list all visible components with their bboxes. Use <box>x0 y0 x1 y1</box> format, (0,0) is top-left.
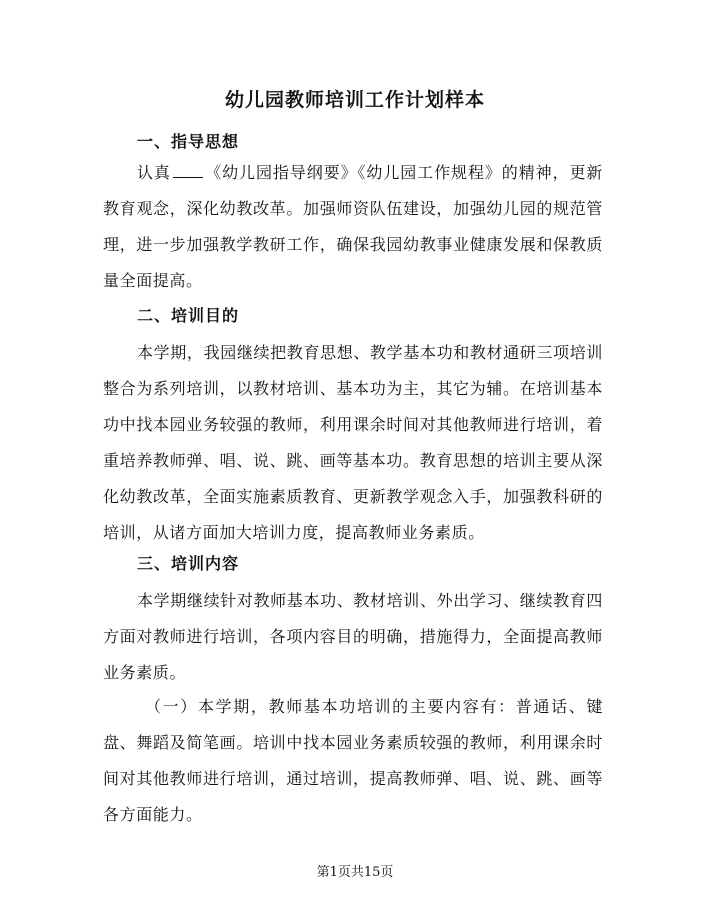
paragraph-basic-skills: （一）本学期，教师基本功培训的主要内容有：普通话、键盘、舞蹈及简笔画。培训中找本园业务素质较强的教师，利用课余时间对其他教师进行培训，通过培训，提高教师弹、唱、说、跳、画等各方面能力。 <box>103 697 603 824</box>
paragraph-guiding-ideology <box>103 155 603 299</box>
fill-in-blank <box>173 161 203 178</box>
paragraph-training-purpose: 本学期，我园继续把教育思想、教学基本功和教材通研三项培训整合为系列培训，以教材培训、基本功为主，其它为辅。在培训基本功中找本园业务较强的教师，利用课余时间对其他教师进行培训，着重培养教师弹、唱、说、跳、画等基本功。教育思想的培训主要从深化幼教改革，全面实施素质教育、更新教学观念入手，加强教科研的培训，从诸方面加大培训力度，提高教师业务素质。 <box>103 343 603 542</box>
section-heading-guiding-ideology: 一、指导思想 <box>137 132 240 151</box>
section-heading-training-content: 三、培训内容 <box>137 554 240 573</box>
section-heading-training-purpose: 二、培训目的 <box>137 306 240 325</box>
page-number-footer: 第1页共15页 <box>316 865 394 880</box>
paragraph-text-rest: 《幼儿园指导纲要》《幼儿园工作规程》的精神，更新教育观念，深化幼教改革。加强师资队伍建设，加强幼儿园的规范管理，进一步加强教学教研工作，确保我园幼教事业健康发展和保教质量全面提高。 <box>103 163 604 290</box>
paragraph-training-content: 本学期继续针对教师基本功、教材培训、外出学习、继续教育四方面对教师进行培训，各项内容目的明确，措施得力，全面提高教师业务素质。 <box>103 591 603 682</box>
paragraph-text-start: 认真 <box>137 163 171 182</box>
document-title: 幼儿园教师培训工作计划样本 <box>224 89 485 111</box>
